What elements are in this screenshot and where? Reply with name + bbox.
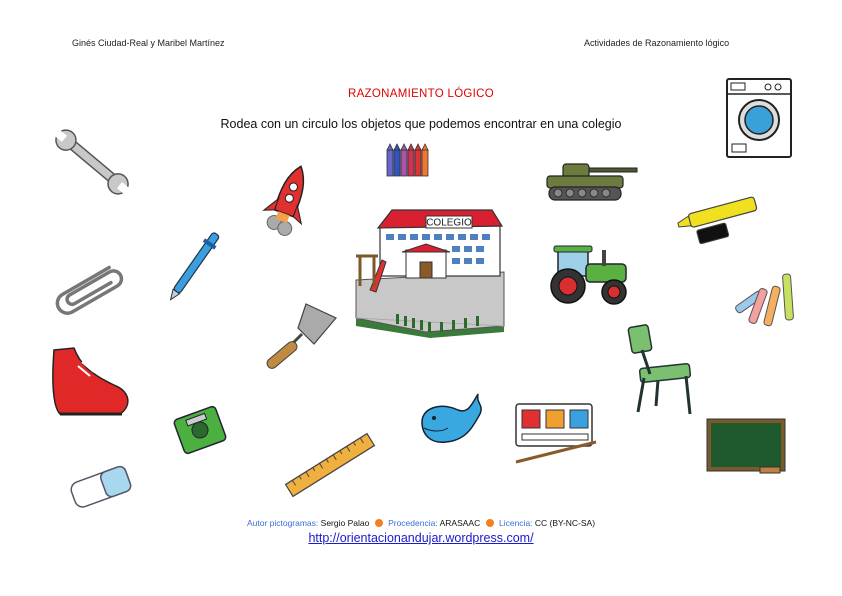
bullet-dot-icon bbox=[375, 519, 383, 527]
license-value: CC (BY-NC-SA) bbox=[534, 518, 596, 528]
crayons-icon bbox=[386, 144, 438, 178]
chalkboard-icon bbox=[706, 418, 786, 476]
instruction-text: Rodea con un circulo los objetos que podemos encontrar en una colegio bbox=[220, 117, 622, 131]
tank-icon bbox=[545, 160, 640, 202]
washing-machine-icon bbox=[726, 78, 792, 158]
blog-link[interactable]: http://orientacionandujar.wordpress.com/ bbox=[308, 531, 534, 545]
spatula-icon bbox=[262, 300, 338, 376]
ruler-icon bbox=[286, 430, 374, 500]
tractor-icon bbox=[546, 244, 630, 306]
paperclip-icon bbox=[56, 264, 134, 322]
credits-line bbox=[0, 518, 842, 528]
chair-icon bbox=[628, 322, 694, 416]
license-label: Licencia: bbox=[498, 518, 533, 528]
header-authors: Ginés Ciudad-Real y Maribel Martínez bbox=[72, 38, 225, 48]
wrench-icon bbox=[50, 122, 135, 202]
bullet-dot-icon bbox=[486, 519, 494, 527]
highlighter-icon bbox=[676, 190, 764, 246]
shoe-icon bbox=[50, 346, 132, 420]
eraser-icon bbox=[68, 462, 134, 514]
source-label: Procedencia: bbox=[388, 518, 438, 528]
whale-icon bbox=[418, 388, 486, 450]
paint-palette-icon bbox=[514, 402, 598, 466]
header-subject: Actividades de Razonamiento lógico bbox=[584, 38, 730, 48]
rocket-icon bbox=[260, 162, 316, 242]
blog-link-container bbox=[0, 531, 842, 545]
sharpener-icon bbox=[172, 402, 228, 458]
school-icon bbox=[356, 206, 504, 338]
page-title: RAZONAMIENTO LÓGICO bbox=[347, 88, 495, 100]
chalk-icon bbox=[728, 270, 800, 334]
author-value: Sergio Palao bbox=[320, 518, 370, 528]
author-label: Autor pictogramas: bbox=[246, 518, 319, 528]
source-value: ARASAAC bbox=[439, 518, 481, 528]
school-sign: COLEGIO bbox=[426, 217, 472, 229]
pen-icon bbox=[165, 224, 229, 300]
